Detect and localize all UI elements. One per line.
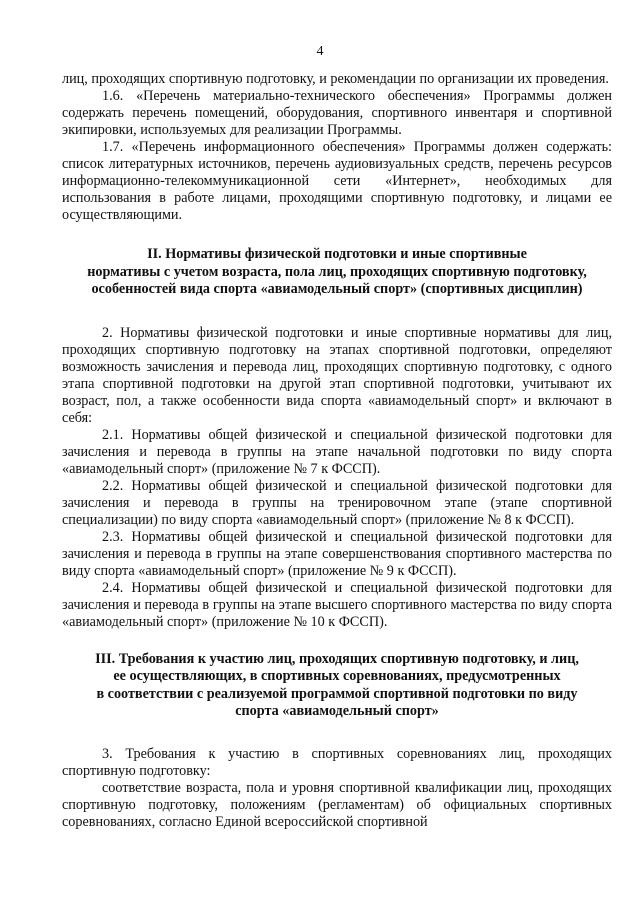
heading-line: спорта «авиамодельный спорт» xyxy=(235,703,439,719)
heading-line: особенностей вида спорта «авиамодельный спорт» (спортивных дисциплин) xyxy=(91,281,583,297)
heading-line: ее осуществляющих, в спортивных соревнованиях, предусмотренных xyxy=(113,668,561,684)
heading-line: III. Требования к участию лиц, проходящих спортивную подготовку, и лиц, xyxy=(95,650,579,667)
paragraph-2-1: 2.1. Нормативы общей физической и специальной физической подготовки для зачисления и перевода в группы на этапе начальной подготовки по виду спорта «авиамодельный спорт» (приложение № 7 к ФССП). xyxy=(62,426,612,477)
page-number: 4 xyxy=(316,44,324,59)
heading-line: в соответствии с реализуемой программой спортивной подготовки по виду xyxy=(96,685,578,702)
paragraph-1-6: 1.6. «Перечень материально-технического обеспечения» Программы должен содержать перечень помещений, оборудования, спортивного инвентаря и спортивной экипировки, используемых для реализации Программы. xyxy=(62,88,612,138)
paragraph-3: 3. Требования к участию в спортивных соревнованиях лиц, проходящих спортивную подготовку: xyxy=(62,745,612,779)
paragraph-2-4: 2.4. Нормативы общей физической и специальной физической подготовки для зачисления и перевода в группы на этапе высшего спортивного мастерства по виду спорта «авиамодельный спорт» (приложение № 10 к ФССП). xyxy=(62,579,612,630)
section-3-heading xyxy=(62,651,612,721)
paragraph-2-2: 2.2. Нормативы общей физической и специальной физической подготовки для зачисления и перевода в группы на тренировочном этапе (этапе спортивной специализации) по виду спорта «авиамодельный спорт» (приложение № 8 к ФССП). xyxy=(62,477,612,528)
paragraph-3-requirement: соответствие возраста, пола и уровня спортивной квалификации лиц, проходящих спортивную подготовку, положениям (регламентам) об официальных спортивных соревнованиях, согласно Единой всероссийской спортивной xyxy=(62,779,612,830)
paragraph-1-7: 1.7. «Перечень информационного обеспечения» Программы должен содержать: список литературных источников, перечень аудиовизуальных средств, перечень ресурсов информационно-телекоммуникационной сети «Интернет», необходимых для использования в работе лицами, проходящими спортивную подготовку, и лицами ее осуществляющими. xyxy=(62,139,612,223)
heading-line: II. Нормативы физической подготовки и иные спортивные xyxy=(147,246,527,262)
paragraph-continuation: лиц, проходящих спортивную подготовку, и рекомендации по организации их проведения. xyxy=(62,71,609,87)
heading-line: нормативы с учетом возраста, пола лиц, проходящих спортивную подготовку, xyxy=(87,263,587,280)
paragraph-2-3: 2.3. Нормативы общей физической и специальной физической подготовки для зачисления и перевода в группы на этапе совершенствования спортивного мастерства по виду спорта «авиамодельный спорт» (приложение № 9 к ФССП). xyxy=(62,528,612,579)
page-content xyxy=(62,71,612,831)
section-2-heading xyxy=(62,246,612,299)
paragraph-2: 2. Нормативы физической подготовки и иные спортивные нормативы для лиц, проходящих спортивную подготовку на этапах спортивной подготовки, определяют возможность зачисления и перевода лиц, проходящих спортивную подготовку, с одного этапа спортивной подготовки на другой этап спортивной подготовки, учитывают их возраст, пол, а также особенности вида спорта «авиамодельный спорт» и включают в себя: xyxy=(62,324,612,426)
